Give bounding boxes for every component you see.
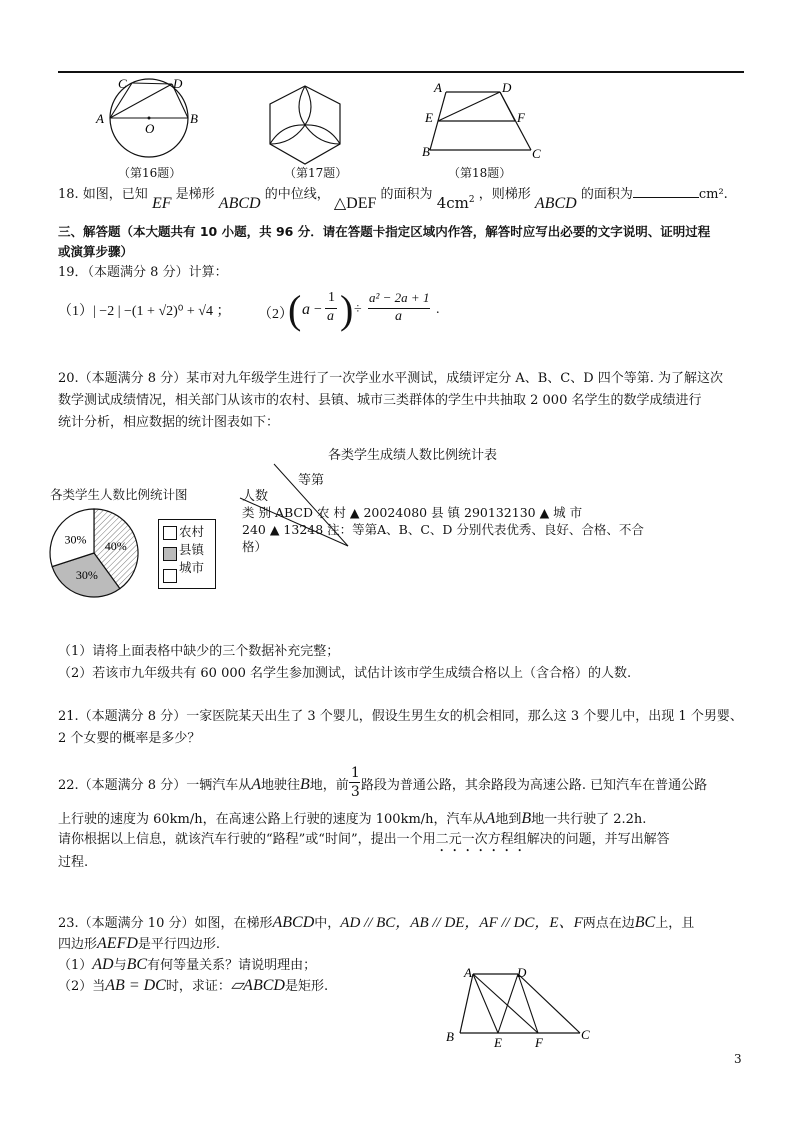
fig18-label-d: D <box>502 80 512 95</box>
fig18-label-f: F <box>517 110 525 125</box>
question-23-sub2: （2）当AB = DC时，求证：▱ABCD是矩形. <box>58 977 329 994</box>
caption-16: （第16题） <box>118 166 182 180</box>
question-22-line3: 请你根据以上信息，就该汽车行驶的“路程”或“时间”，提出一个用二元一次方程组解决的问题，并写出解答 <box>58 832 670 847</box>
question-22-line2: 上行驶的速度为 60km/h，在高速公路上行驶的速度为 100km/h，汽车从A地到B地一共行驶了 2.2h. <box>58 810 647 827</box>
figure-23-trapezoid <box>440 962 600 1052</box>
legend-label-county: 县镇 <box>179 542 205 557</box>
fig18-label-e: E <box>425 110 433 125</box>
pie-chart <box>46 505 146 601</box>
question-20-line3: 统计分析，相应数据的统计图表如下： <box>58 415 280 430</box>
table-grade-label: 等第 <box>298 473 325 488</box>
question-20-line1: 20.（本题满分 8 分）某市对九年级学生进行了一次学业水平测试，成绩评定分 A、B、C、D 四个等第. 为了解这次 <box>58 371 724 386</box>
figure-17-hexagon <box>262 84 348 168</box>
question-23-sub1: （1）AD与BC有何等量关系？请说明理由； <box>58 956 317 973</box>
legend-swatch-county <box>163 547 177 561</box>
question-20-sub2: （2）若该市九年级共有 60 000 名学生参加测试，试估计该市学生成绩合格以上（含合格）的人数. <box>58 666 632 681</box>
caption-17: （第17题） <box>284 166 348 180</box>
pie-label-1: 30% <box>75 567 98 582</box>
pie-label-0: 40% <box>104 538 127 553</box>
fig16-label-d: D <box>173 76 183 91</box>
pie-title: 各类学生人数比例统计图 <box>50 487 188 502</box>
question-19-head: 19．（本题满分 8 分）计算： <box>58 265 228 280</box>
fig16-label-o: O <box>145 121 155 136</box>
legend-label-rural: 农村 <box>179 524 205 539</box>
question-21-line2: 2 个女婴的概率是多少？ <box>58 731 201 746</box>
pie-label-2: 30% <box>64 532 87 547</box>
question-20-sub1: （1）请将上面表格中缺少的三个数据补充完整； <box>58 644 340 659</box>
fig18-label-a: A <box>434 80 442 95</box>
question-21-line1: 21.（本题满分 8 分）一家医院某天出生了 3 个婴儿，假设生男生女的机会相同，那么这 3 个婴儿中，出现 1 个男婴、 <box>58 709 743 724</box>
answer-blank-18[interactable] <box>633 185 699 198</box>
section-3-heading-cont: 或演算步骤） <box>58 244 134 259</box>
table-row-1: 类 别 ABCD 农 村 ▲ 20024080 县 镇 290132130 ▲ 城 市 <box>242 505 583 520</box>
question-18: 18. 如图，已知 EF 是梯形 ABCD 的中位线， △DEF 的面积为 $4cm^2$ ，则梯形 ABCD 的面积为 cm². <box>58 187 728 212</box>
table-row-2: 240 ▲ 13248 注：等第A、B、C、D 分别代表优秀、良好、合格、不合 <box>242 522 644 537</box>
figure-18-trapezoid <box>420 78 550 164</box>
caption-18: （第18题） <box>448 166 512 180</box>
table-people-label: 人数 <box>242 489 269 504</box>
fig23-label-c: C <box>581 1027 590 1042</box>
fig18-label-c: C <box>532 146 541 161</box>
fig23-label-b: B <box>446 1029 454 1044</box>
fig23-label-a: A <box>464 965 472 980</box>
fig23-label-f: F <box>535 1035 543 1050</box>
figure-16-circle <box>92 76 212 168</box>
fig18-label-b: B <box>422 144 430 159</box>
section-3-heading: 三、解答题（本大题共有 10 小题，共 96 分．请在答题卡指定区域内作答，解答时应写出必要的文字说明、证明过程 <box>58 224 711 239</box>
question-20-line2: 数学测试成绩情况，相关部门从该市的农村、县镇、城市三类群体的学生中共抽取 2 000 名学生的数学成绩进行 <box>58 393 702 408</box>
fig16-label-c: C <box>118 76 127 91</box>
header-rule <box>58 71 744 73</box>
question-23-line1: 23.（本题满分 10 分）如图，在梯形ABCD中，AD // BC，AB // DE，AF // DC，E、F两点在边BC上，且 <box>58 914 695 931</box>
fig23-label-e: E <box>494 1035 502 1050</box>
question-22-line4: 过程. <box>58 855 89 870</box>
pie-legend <box>158 519 216 589</box>
table-title: 各类学生成绩人数比例统计表 <box>328 448 498 463</box>
fig16-label-b: B <box>190 111 198 126</box>
question-22-line1: 22.（本题满分 8 分）一辆汽车从A地驶往B地，前 $\frac{1}{3}$ 路段为普通公路，其余路段为高速公路. 已知汽车在普通公路 <box>58 764 708 800</box>
legend-swatch-rural <box>163 526 177 540</box>
fig16-label-a: A <box>96 111 104 126</box>
legend-label-city: 城市 <box>179 560 205 575</box>
fig23-label-d: D <box>517 965 527 980</box>
question-19-part1: （1）| −2 | −(1 + √2)⁰ + √4 ； <box>58 304 231 319</box>
table-row-3: 格） <box>242 539 268 554</box>
page-number: 3 <box>734 1052 742 1066</box>
legend-swatch-city <box>163 569 177 583</box>
question-23-line2: 四边形AEFD是平行四边形. <box>58 935 221 952</box>
